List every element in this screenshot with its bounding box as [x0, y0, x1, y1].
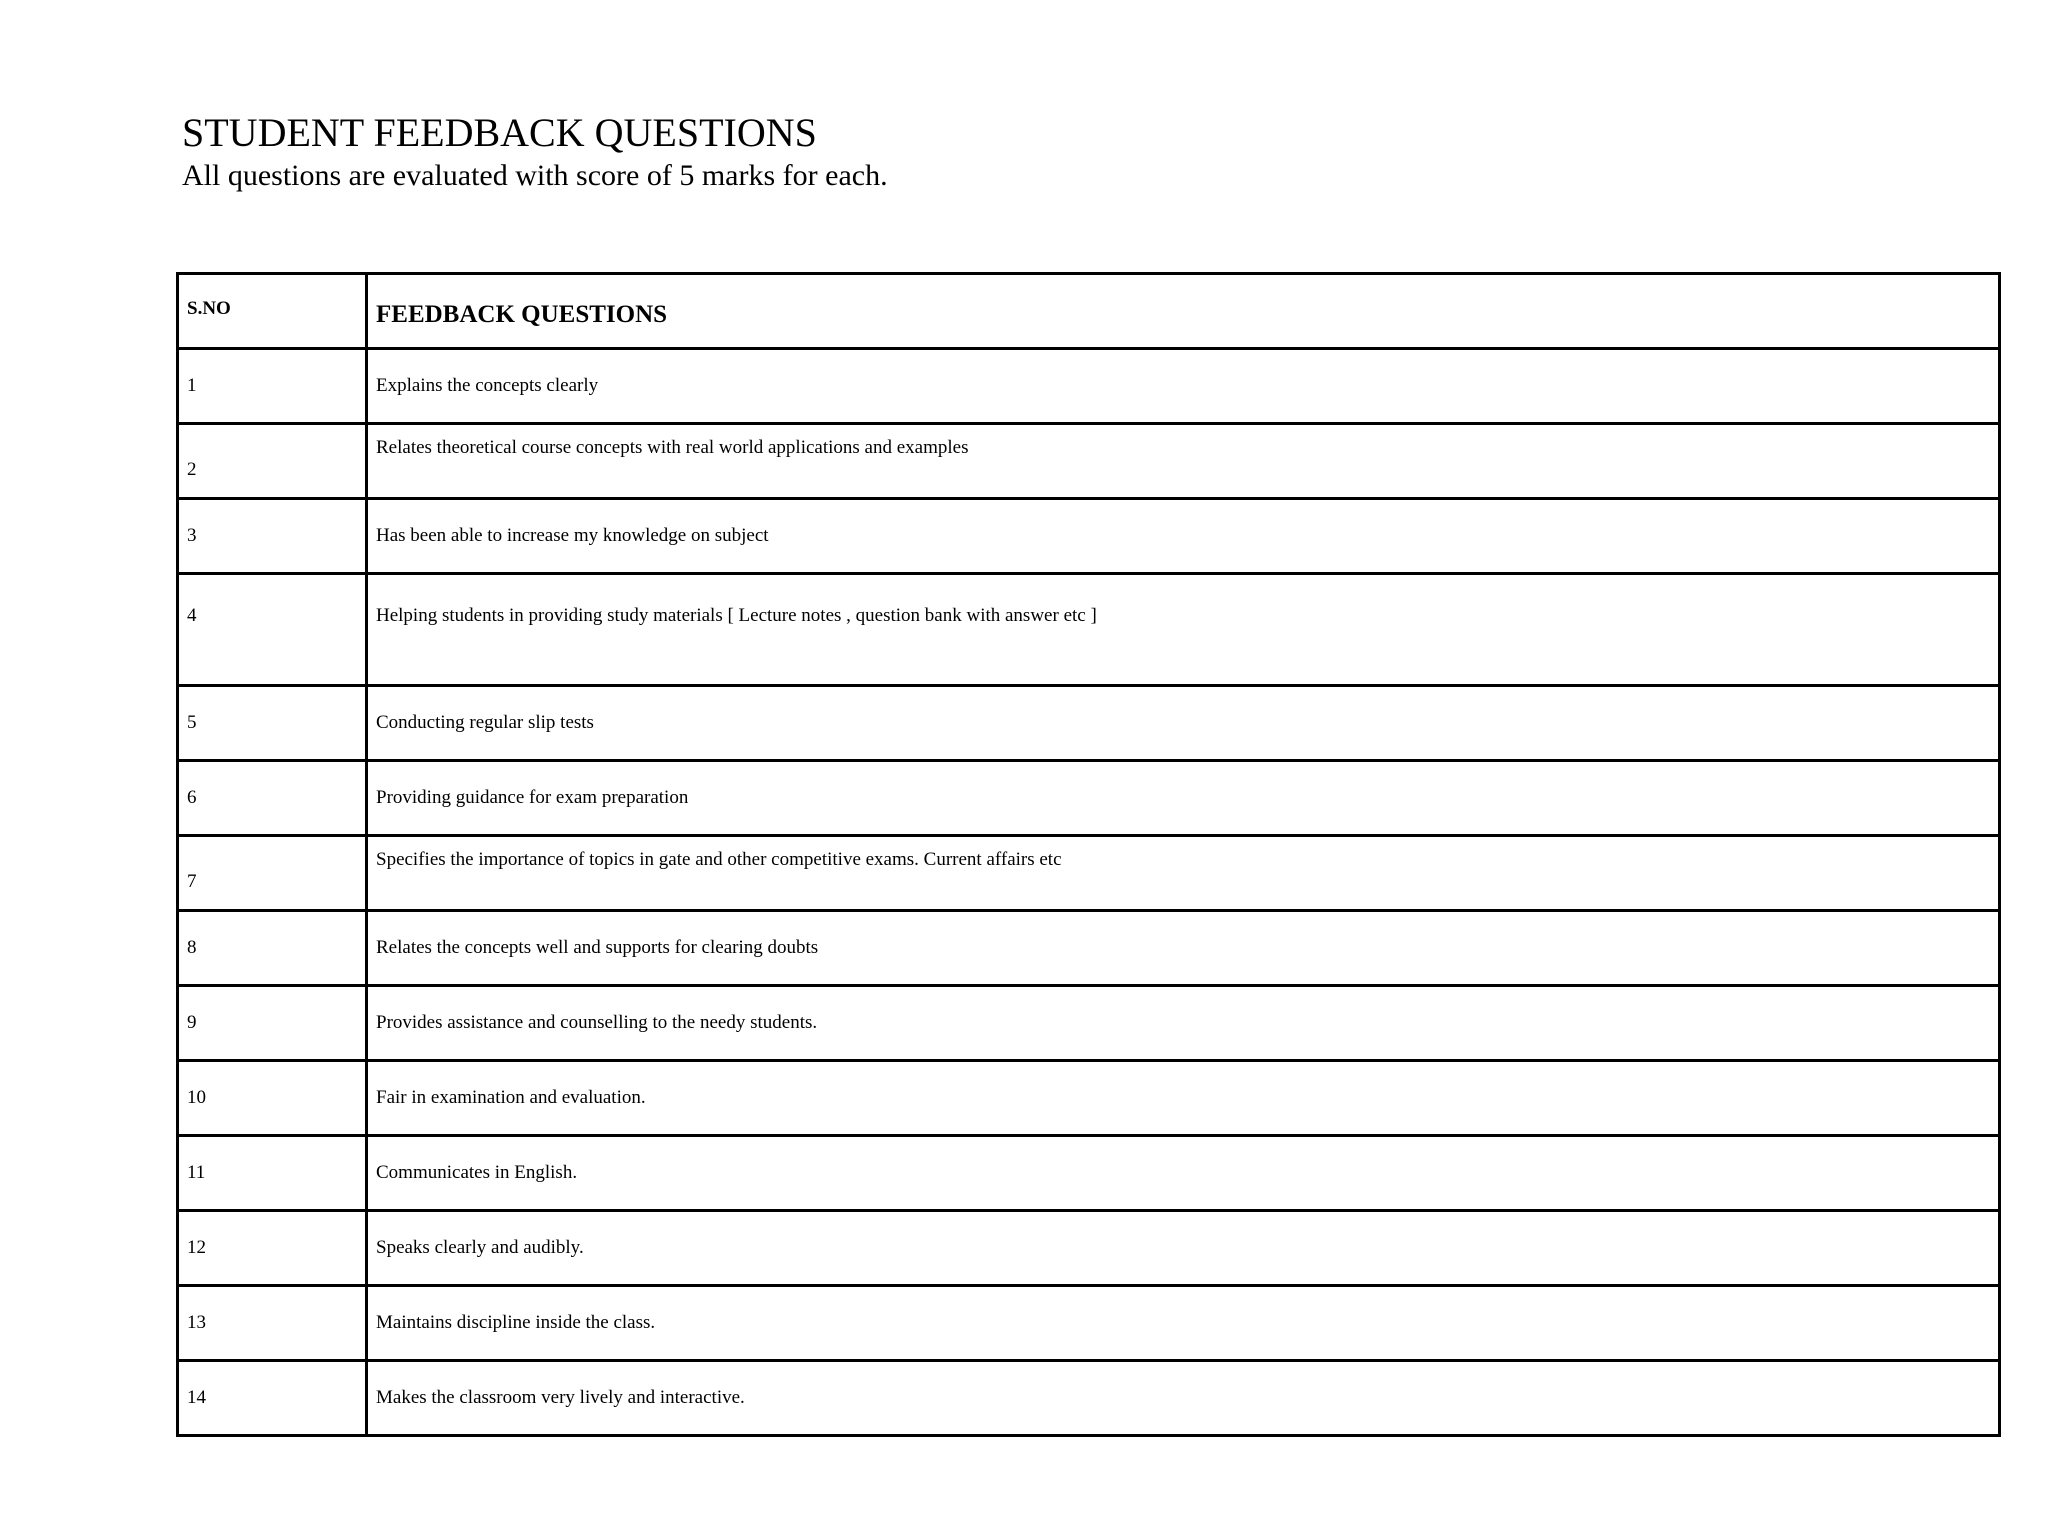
table-row [178, 1061, 2000, 1136]
table-header-row [178, 274, 2000, 349]
header-feedback-questions: FEEDBACK QUESTIONS [367, 274, 2000, 349]
page-subtitle: All questions are evaluated with score of 5 marks for each. [182, 159, 888, 192]
document-heading [182, 108, 888, 194]
table-row [178, 1361, 2000, 1436]
row-sno: 5 [178, 686, 367, 761]
table-row [178, 686, 2000, 761]
row-sno: 12 [178, 1211, 367, 1286]
row-question: Speaks clearly and audibly. [367, 1211, 2000, 1286]
row-sno: 10 [178, 1061, 367, 1136]
table-row [178, 1286, 2000, 1361]
row-sno: 2 [178, 424, 367, 499]
table-row [178, 911, 2000, 986]
row-question: Helping students in providing study materials [ Lecture notes , question bank with answer etc ] [367, 574, 2000, 686]
row-question: Conducting regular slip tests [367, 686, 2000, 761]
table-row [178, 574, 2000, 686]
row-question: Provides assistance and counselling to the needy students. [367, 986, 2000, 1061]
row-question: Explains the concepts clearly [367, 349, 2000, 424]
row-question: Specifies the importance of topics in gate and other competitive exams. Current affairs etc [367, 836, 2000, 911]
row-question: Relates the concepts well and supports for clearing doubts [367, 911, 2000, 986]
feedback-table-container [176, 272, 1998, 1437]
row-question: Relates theoretical course concepts with real world applications and examples [367, 424, 2000, 499]
row-sno: 9 [178, 986, 367, 1061]
row-sno: 4 [178, 574, 367, 686]
row-sno: 14 [178, 1361, 367, 1436]
row-sno: 6 [178, 761, 367, 836]
row-sno: 11 [178, 1136, 367, 1211]
table-row [178, 1211, 2000, 1286]
header-sno: S.NO [178, 274, 367, 349]
row-question: Providing guidance for exam preparation [367, 761, 2000, 836]
row-sno: 1 [178, 349, 367, 424]
row-sno: 7 [178, 836, 367, 911]
row-question: Fair in examination and evaluation. [367, 1061, 2000, 1136]
table-row [178, 424, 2000, 499]
row-question: Maintains discipline inside the class. [367, 1286, 2000, 1361]
table-row [178, 986, 2000, 1061]
row-sno: 13 [178, 1286, 367, 1361]
row-question: Makes the classroom very lively and interactive. [367, 1361, 2000, 1436]
page-title: STUDENT FEEDBACK QUESTIONS [182, 110, 817, 155]
table-row [178, 1136, 2000, 1211]
table-row [178, 349, 2000, 424]
row-sno: 3 [178, 499, 367, 574]
table-row [178, 499, 2000, 574]
row-question: Communicates in English. [367, 1136, 2000, 1211]
feedback-table [176, 272, 2001, 1437]
row-sno: 8 [178, 911, 367, 986]
table-row [178, 761, 2000, 836]
row-question: Has been able to increase my knowledge on subject [367, 499, 2000, 574]
table-row [178, 836, 2000, 911]
